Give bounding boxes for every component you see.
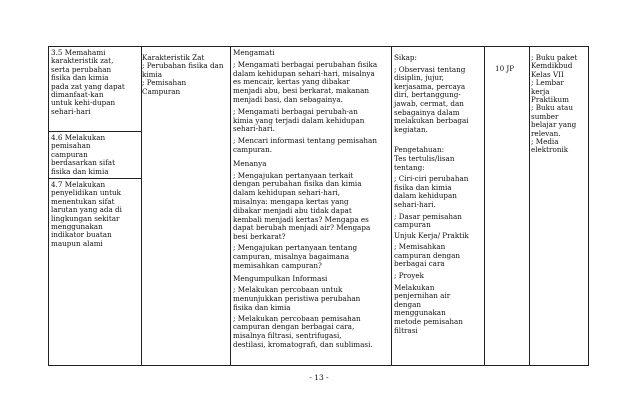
cell-line: campuran dengan berbagai cara, bbox=[233, 322, 355, 332]
cell-line: untuk kehi-dupan bbox=[51, 98, 116, 108]
column-divider bbox=[529, 47, 530, 365]
cell-line: campuran bbox=[394, 220, 431, 230]
cell-line: fisika dan kimia bbox=[51, 73, 109, 83]
cell-line: ; Buku paket bbox=[531, 53, 578, 62]
cell-line: fisika dan kimia bbox=[51, 166, 109, 176]
cell-line: menunjukkan peristiwa perubahan bbox=[233, 293, 361, 303]
cell-line: kimia yang terjadi dalam kehidupan bbox=[233, 115, 365, 125]
cell-line: Karakteristik Zat bbox=[142, 53, 205, 62]
cell-line: memisahkan campuran? bbox=[233, 260, 322, 270]
cell-line: sumber bbox=[531, 111, 559, 121]
cell-line: metode pemisahan bbox=[394, 317, 463, 327]
cell-line: ; Dasar pemisahan bbox=[394, 211, 462, 221]
cell-line: ; Media bbox=[531, 137, 559, 147]
cell-line: kimia bbox=[142, 69, 163, 79]
cell-line: ; Mencari informasi tentang pemisahan bbox=[233, 136, 377, 146]
cell-line: dengan bbox=[394, 299, 421, 309]
cell-line: kembali menjadi kertas? Mengapa es bbox=[233, 214, 369, 224]
alokasi-waktu-cell: 10 JP bbox=[495, 64, 515, 73]
cell-line: filtrasi bbox=[394, 325, 418, 335]
cell-line: pemisahan bbox=[51, 141, 91, 151]
cell-line: ; Buku atau bbox=[531, 103, 573, 113]
cell-line: ; Observasi tentang bbox=[394, 64, 466, 74]
penilaian-cell bbox=[394, 54, 469, 335]
cell-line: sebagainya dalam bbox=[394, 107, 460, 117]
cell-line: besi berkarat? bbox=[233, 232, 286, 242]
cell-line: penjernihan air bbox=[394, 291, 451, 301]
cell-line: berbagai cara bbox=[394, 259, 445, 269]
cell-line: indikator buatan bbox=[51, 230, 112, 240]
cell-line: ; Mengamati berbagai perubah-an bbox=[233, 106, 358, 116]
sumber-belajar-cell bbox=[531, 54, 577, 155]
cell-line: sehari-hari bbox=[51, 106, 91, 116]
cell-line: relevan. bbox=[531, 128, 561, 138]
cell-line: Praktikum bbox=[531, 95, 569, 105]
cell-line: ; Pemisahan bbox=[142, 78, 187, 88]
row-divider bbox=[49, 178, 141, 179]
cell-line: maupun alami bbox=[51, 238, 103, 248]
cell-line: 4.7 Melakukan bbox=[51, 180, 106, 189]
cell-line: melakukan berbagai bbox=[394, 116, 469, 126]
cell-line: sehari-hari. bbox=[233, 124, 275, 134]
cell-line: dalam kehidupan sehari-hari, misalnya bbox=[233, 68, 375, 78]
cell-line: Campuran bbox=[142, 86, 181, 96]
cell-line: menjadi abu, besi berkarat, makanan bbox=[233, 86, 370, 96]
cell-line: ; Melakukan percobaan pemisahan bbox=[233, 313, 361, 323]
cell-line: menentukan sifat bbox=[51, 196, 115, 206]
cell-line: Pengetahuan: bbox=[394, 145, 445, 155]
cell-line: karakteristik zat, bbox=[51, 56, 114, 66]
cell-line: sehari-hari. bbox=[394, 199, 436, 209]
kd-3-5-cell bbox=[51, 49, 125, 116]
cell-line: Tes tertulis/lisan bbox=[394, 153, 455, 163]
cell-line: menggunakan bbox=[51, 222, 103, 232]
cell-line: kegiatan. bbox=[394, 124, 428, 134]
cell-line: penyelidikan untuk bbox=[51, 188, 121, 198]
cell-line: kerjasama, percaya bbox=[394, 81, 466, 91]
kegiatan-pembelajaran-cell bbox=[233, 49, 377, 350]
cell-line: fisika dan kimia bbox=[233, 302, 291, 312]
cell-line: ; Proyek bbox=[394, 271, 424, 281]
cell-line: 3.5 Memahami bbox=[51, 48, 106, 57]
cell-line: misalnya filtrasi, sentrifugasi, bbox=[233, 331, 342, 341]
cell-line: ; Lembar bbox=[531, 78, 564, 88]
column-divider bbox=[230, 47, 231, 365]
cell-line: tentang: bbox=[394, 162, 425, 172]
cell-line: campuran bbox=[51, 149, 88, 159]
kd-4-6-cell bbox=[51, 134, 115, 176]
cell-line: lingkungan sekitar bbox=[51, 213, 120, 223]
cell-line: Mengumpulkan Informasi bbox=[233, 274, 328, 284]
cell-line: jawab, cermat, dan bbox=[394, 98, 464, 108]
cell-line: es mencair, kertas yang dibakar bbox=[233, 77, 350, 87]
cell-line: ; Perubahan fisika dan bbox=[142, 61, 224, 71]
cell-line: diri, bertanggung- bbox=[394, 90, 461, 100]
cell-line: Menanya bbox=[233, 158, 267, 168]
cell-line: dimanfaat-kan bbox=[51, 90, 104, 100]
cell-line: 4.6 Melakukan bbox=[51, 133, 106, 142]
cell-line: larutan yang ada di bbox=[51, 205, 122, 215]
cell-line: Kemdikbud bbox=[531, 61, 573, 71]
cell-line: Unjuk Kerja/ Praktik bbox=[394, 230, 469, 240]
column-divider bbox=[391, 47, 392, 365]
cell-line: ; Mengajukan pertanyaan tentang bbox=[233, 242, 358, 252]
row-divider bbox=[49, 131, 141, 132]
cell-line: misalnya: mengapa kertas yang bbox=[233, 196, 349, 206]
cell-line: dibakar menjadi abu tidak dapat bbox=[233, 205, 352, 215]
cell-line: ; Ciri-ciri perubahan bbox=[394, 174, 469, 184]
cell-line: ; Mengamati berbagai perubahan fisika bbox=[233, 59, 378, 69]
cell-line: Mengamati bbox=[233, 48, 275, 57]
cell-line: elektronik bbox=[531, 145, 569, 155]
cell-line: destilasi, kromatografi, dan sublimasi. bbox=[233, 339, 373, 349]
materi-pokok-cell bbox=[142, 54, 223, 96]
column-divider bbox=[484, 47, 485, 365]
cell-line: Sikap: bbox=[394, 53, 417, 62]
cell-line: Kelas VII bbox=[531, 69, 564, 79]
kd-4-7-cell bbox=[51, 181, 122, 248]
cell-line: belajar yang bbox=[531, 120, 577, 130]
cell-line: berdasarkan sifat bbox=[51, 158, 115, 168]
cell-line: pada zat yang dapat bbox=[51, 81, 125, 91]
cell-line: Melakukan bbox=[394, 282, 435, 292]
cell-line: disiplin, jujur, bbox=[394, 73, 444, 83]
cell-line: menjadi basi, dan sebagainya. bbox=[233, 94, 343, 104]
cell-line: menggunakan bbox=[394, 308, 446, 318]
cell-line: dalam kehidupan bbox=[394, 191, 457, 201]
cell-line: ; Melakukan percobaan untuk bbox=[233, 285, 343, 295]
cell-line: kerja bbox=[531, 86, 550, 96]
page-number: - 13 - bbox=[309, 373, 329, 382]
cell-line: campuran. bbox=[233, 144, 272, 154]
syllabus-table bbox=[48, 46, 589, 366]
cell-line: campuran dengan bbox=[394, 250, 460, 260]
cell-line: ; Memisahkan bbox=[394, 242, 446, 252]
cell-line: serta perubahan bbox=[51, 64, 112, 74]
cell-line: campuran, misalnya bagaimana bbox=[233, 251, 350, 261]
cell-line: dapat berubah menjadi air? Mengapa bbox=[233, 223, 371, 233]
cell-line: dengan perubahan fisika dan kimia bbox=[233, 179, 362, 189]
cell-line: ; Mengajukan pertanyaan terkait bbox=[233, 170, 354, 180]
cell-line: fisika dan kimia bbox=[394, 182, 452, 192]
cell-line: dalam kehidupan sehari-hari, bbox=[233, 188, 341, 198]
